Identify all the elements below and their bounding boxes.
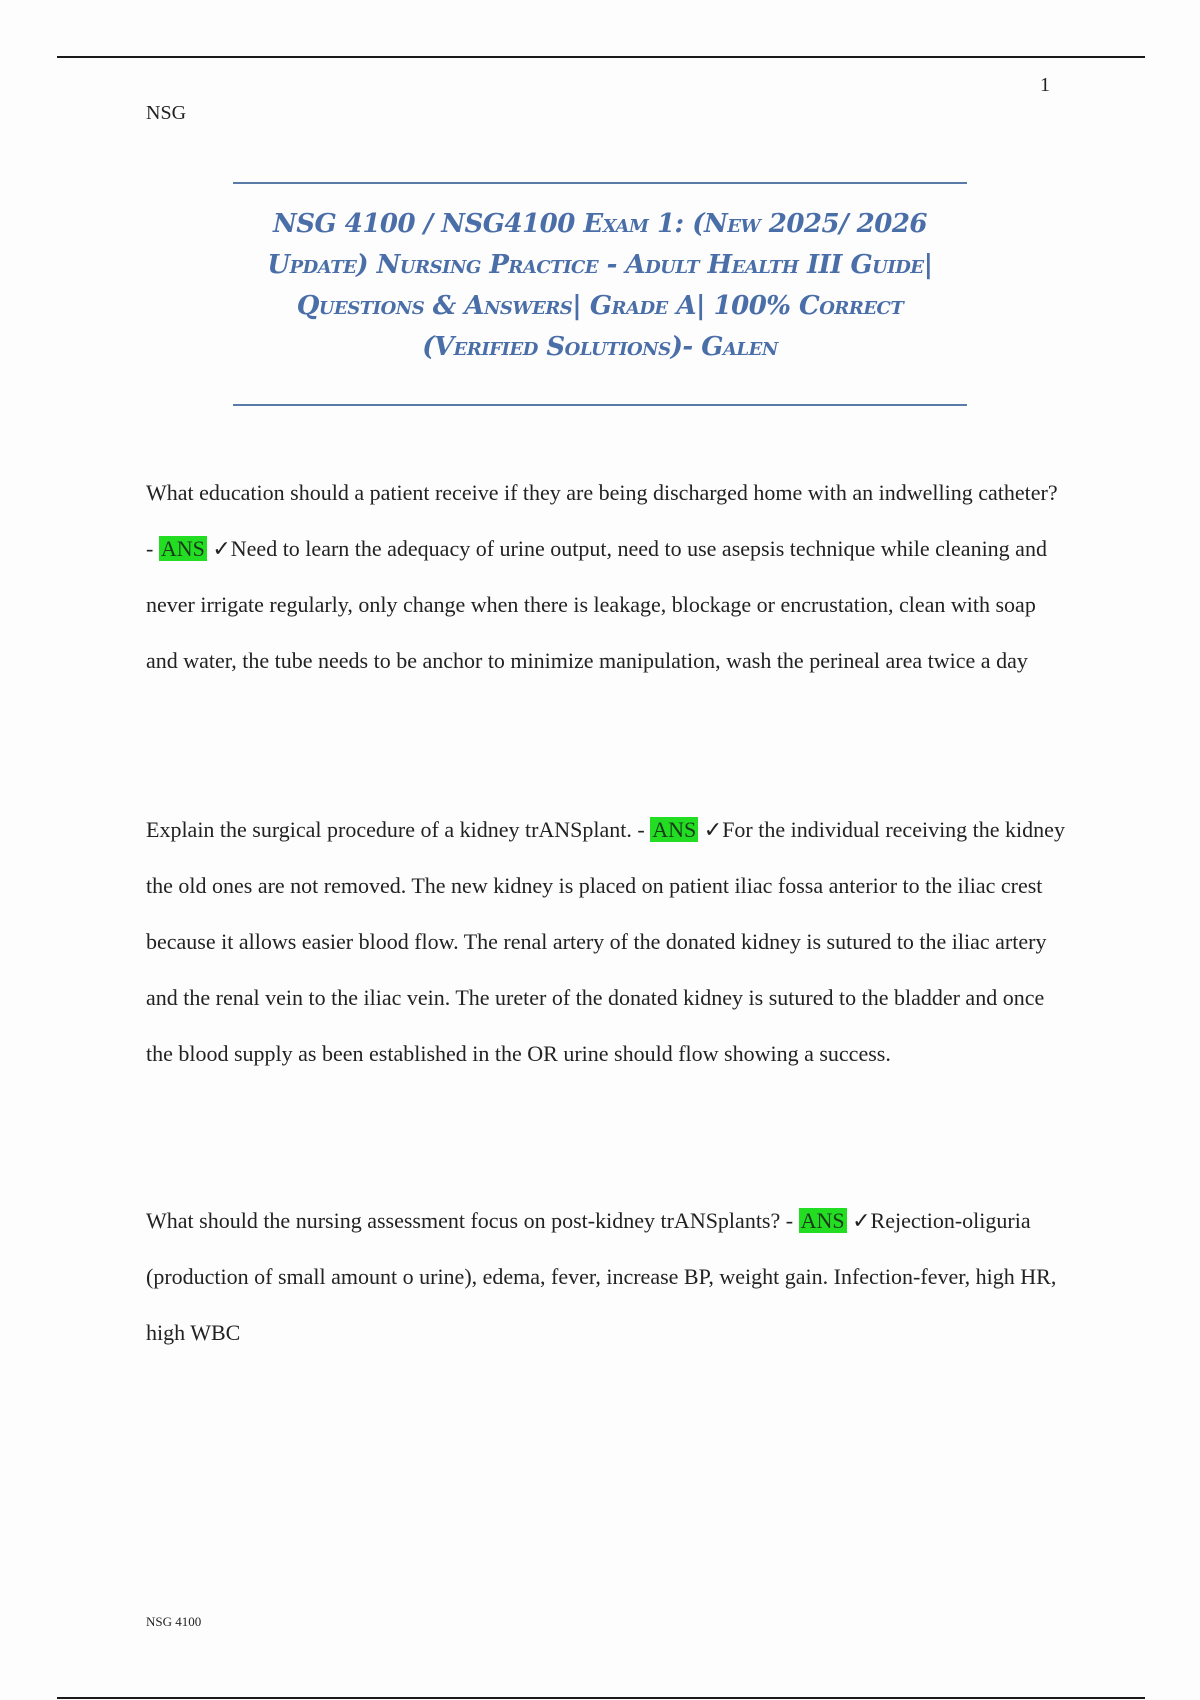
title-line-3: Questions & Answers| Grade A| 100% Correct (296, 291, 904, 321)
checkmark-icon: ✓ (212, 536, 231, 561)
header-rule (57, 56, 1145, 58)
document-title (233, 182, 967, 406)
ans-highlight: ANS (652, 817, 697, 842)
qa-item (146, 1193, 1066, 1361)
answer-text: Rejection-oliguria (production of small amount o urine), edema, fever, increase BP, weight gain. Infection-fever, high HR, high WBC (146, 1208, 1057, 1345)
ans-highlight: ANS (800, 1208, 845, 1233)
question-text: What education should a patient receive if they are being discharged home with an indwelling catheter? - (146, 480, 1058, 561)
checkmark-icon: ✓ (852, 1208, 871, 1233)
qa-item (146, 802, 1066, 1082)
title-line-1: NSG 4100 / NSG4100 Exam 1: (New 2025/ 2026 (272, 209, 928, 239)
title-line-4: (Verified Solutions)- Galen (422, 332, 778, 362)
footer-rule (57, 1697, 1145, 1699)
question-text: Explain the surgical procedure of a kidney trANSplant. - (146, 817, 651, 842)
answer-text: For the individual receiving the kidney the old ones are not removed. The new kidney is placed on patient iliac fossa anterior to the iliac crest because it allows easier blood flow. The renal artery of the donated kidney is sutured to the iliac artery and the renal vein to the iliac vein. The ureter of the donated kidney is sutured to the bladder and once the blood supply as been established in the OR urine should flow showing a success. (146, 817, 1065, 1066)
qa-item (146, 465, 1066, 689)
title-line-2: Update) Nursing Practice - Adult Health III Guide| (267, 250, 933, 280)
ans-highlight: ANS (160, 536, 205, 561)
checkmark-icon: ✓ (703, 817, 723, 842)
question-text: What should the nursing assessment focus on post-kidney trANSplants? - (146, 1208, 799, 1233)
answer-text: Need to learn the adequacy of urine output, need to use asepsis technique while cleaning and never irrigate regularly, only change when there is leakage, blockage or encrustation, clean with soap and water, the tube needs to be anchor to minimize manipulation, wash the perineal area twice a day (146, 536, 1047, 673)
page-number: 1 (1040, 74, 1050, 96)
header-label: NSG (146, 102, 187, 124)
footer-label: NSG 4100 (146, 1614, 202, 1629)
